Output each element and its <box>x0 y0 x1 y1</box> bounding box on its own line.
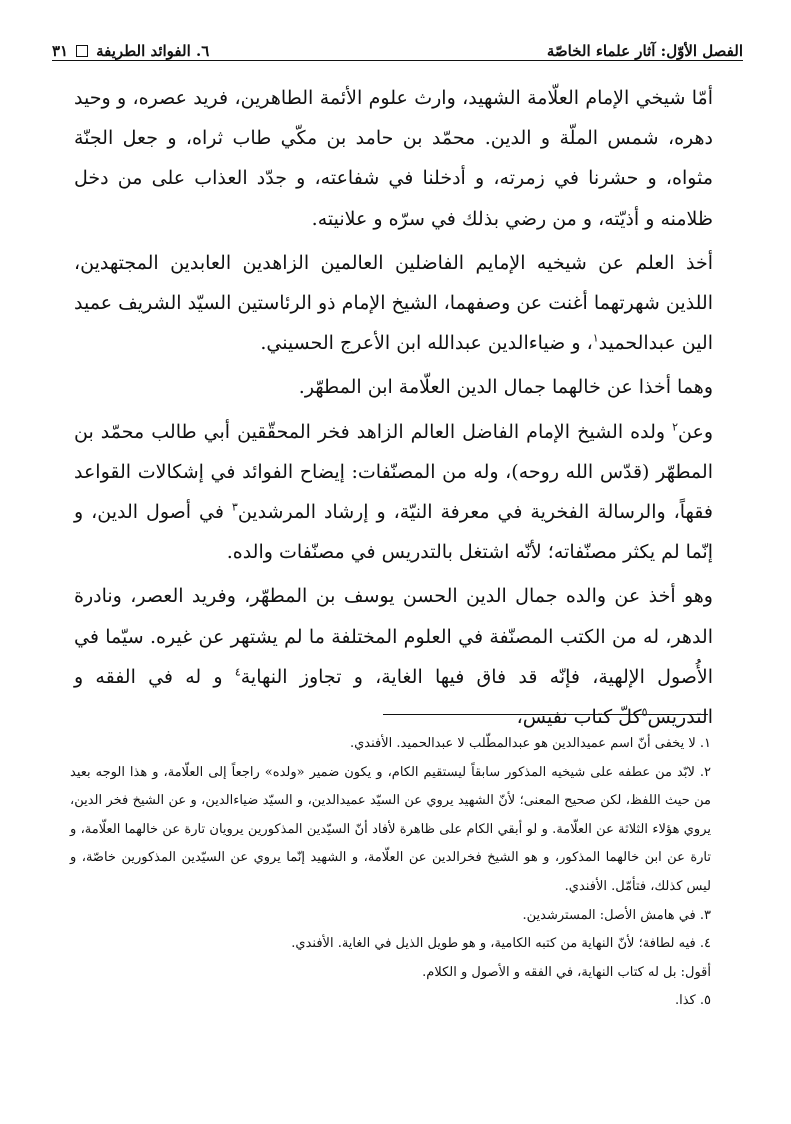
paragraph-text: ولده الشيخ الإمام الفاضل العالم الزاهد فخر المحقّقين أبي طالب محمّد بن المطهّر (قدّس الله روحه)، وله من المصنّفات: إيضاح الفوائد في إشكالات القواعد فقهاً، والرسالة الفخرية في معرفة النيّة، و إرشاد المرشدين <box>74 420 713 524</box>
square-ornament-icon <box>76 45 88 57</box>
paragraph <box>74 78 713 239</box>
footnote: ١. لا يخفى أنّ اسم عميدالدين هو عبدالمطّلب لا عبدالحميد. الأفندي. <box>350 736 711 751</box>
footnote-marker: ٢ <box>672 420 679 434</box>
footnotes <box>70 730 711 1016</box>
paragraph <box>74 367 713 407</box>
footnote-marker: ٥ <box>641 705 648 719</box>
footnote: ٣. في هامش الأصل: المسترشدين. <box>522 907 711 923</box>
paragraph-text: أمّا شيخي الإمام العلّامة الشهيد، وارث علوم الأئمة الطاهرين، فريد عصره، و وحيد دهره، شمس الملّة و الدين. محمّد بن حامد بن مكّي طاب ثراه، و جعل الجنّة مثواه، و حشرنا في زمرته، و أدخلنا في شفاعته، و جدّد العذاب على من دخل ظلامنه و أذيّته، و من رضي بذلك في سرّه و علانيته. <box>74 87 713 230</box>
book-title: ٦. الفوائد الطريفة <box>96 42 210 60</box>
paragraph-text: وهما أخذا عن خالهما جمال الدين العلّامة ابن المطهّر. <box>298 376 713 399</box>
paragraph <box>74 243 713 364</box>
footnote-rule <box>383 714 708 715</box>
footnote: ٤. فيه لطافة؛ لأنّ النهاية من كتبه الكامية، و هو طويل الذيل في الغاية. الأفندي. <box>291 936 711 952</box>
chapter-title: الفصل الأوّل: آثار علماء الخاصّة <box>546 42 743 60</box>
page-number: ٣١ <box>52 42 69 60</box>
paragraph <box>74 412 713 573</box>
running-header <box>52 26 743 60</box>
paragraph-text: كلّ كتاب نفيس، <box>516 706 642 729</box>
main-text <box>74 78 713 741</box>
paragraph-text: وهو أخذ عن والده جمال الدين الحسن يوسف بن المطهّر، وفريد العصر، ونادرة الدهر، له من الكتب المصنّفة في العلوم المختلفة ما لم يشتهر عن غيره. سيّما في الأُصول الإلهية، فإنّه قد فاق فيها الغاية، و تجاوز النهاية <box>74 585 714 688</box>
paragraph-text: أخذ العلم عن شيخيه الإمايم الفاضلين العالمين الزاهدين العابدين المجتهدين، اللذين شهرتهما أغنت عن وصفهما، الشيخ الإمام ذو الرئاستين السيّد الشريف عميد الين عبدالحميد <box>74 251 713 355</box>
footnote: ٥. كذا. <box>674 993 711 1009</box>
paragraph-text: في أصول الدين، و إنّما لم يكثر مصنّفاته؛ لأنّه اشتغل بالتدريس في مصنّفات والده. <box>74 501 713 564</box>
paragraph-text: و له في الفقه و التدريس <box>74 665 713 729</box>
paragraph-text: وعن <box>678 420 713 443</box>
paragraph-text: ، و ضياءالدين عبدالله ابن الأعرج الحسيني. <box>260 332 593 355</box>
header-rule <box>52 60 743 61</box>
footnote: أقول: بل له كتاب النهاية، في الفقه و الأصول و الكلام. <box>422 964 711 980</box>
footnote-marker: ٤ <box>234 665 241 679</box>
footnote: ٢. لابّد من عطفه على شيخيه المذكور سابقاً ليستقيم الكام، و يكون ضمير «ولده» راجعاً إلى العلّامة، و هذا الوجه بعيد من حيث اللفظ، لكن صحيح المعنى؛ لأنّ الشهيد يروي عن السيّد عميدالدين، و السيّد ضياءالدين، و عن الشيخ فخر الدين، يروي هؤلاء الثلاثة عن العلّامة. و لو أبقي الكام على ظاهرة لأفاد أنّ السيّدين المذكورين يرويان تارة عن خالهما العلّامة، و تارة عن ابن خالهما المذكور، و هو الشيخ فخرالدين عن العلّامة، و الشهيد إنّما يروي عن السيّدين المذكورين خاصّة، و ليس كذلك، فتأمّل. الأفندي. <box>70 764 711 894</box>
footnote-marker: ٣ <box>231 500 238 514</box>
book-title-group <box>52 42 209 60</box>
footnote-marker: ١ <box>592 331 599 345</box>
